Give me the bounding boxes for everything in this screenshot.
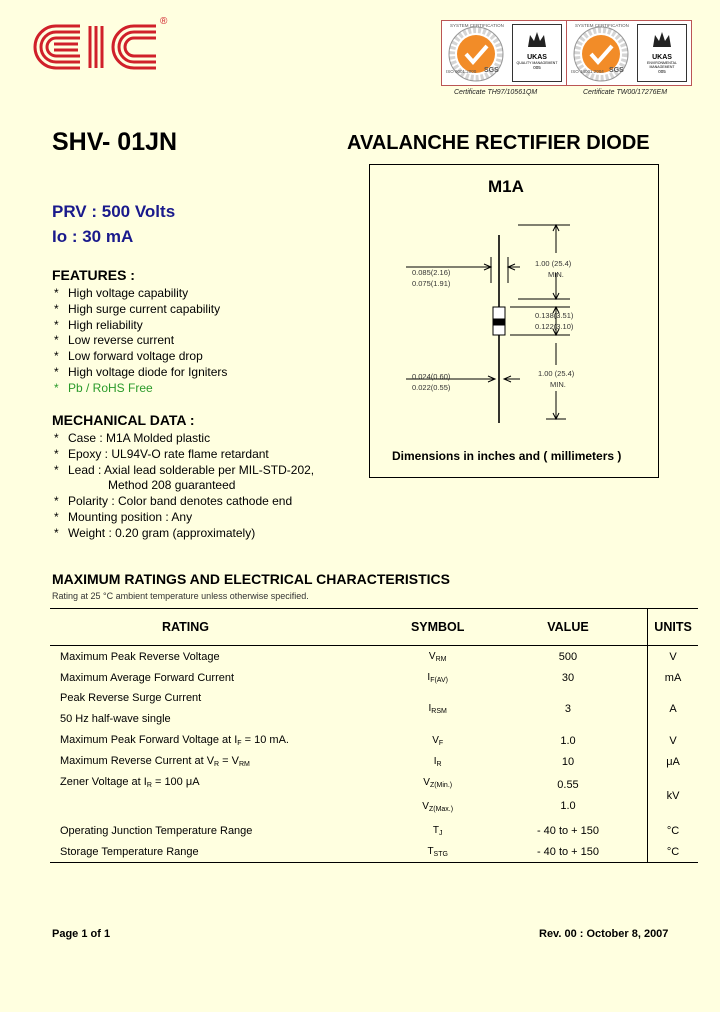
package-diagram	[369, 164, 659, 478]
list-item-cont: Method 208 guaranteed	[108, 478, 236, 493]
spec-io: Io : 30 mA	[52, 227, 134, 246]
registered-mark: ®	[160, 16, 168, 27]
list-item: * High surge current capability	[54, 301, 221, 316]
certificate-badge-1	[441, 20, 567, 86]
list-item: * Epoxy : UL94V-O rate flame retardant	[54, 446, 269, 461]
list-item: * Mounting position : Any	[54, 509, 193, 524]
mechanical-list	[54, 431, 314, 542]
ratings-heading: MAXIMUM RATINGS AND ELECTRICAL CHARACTERISTICS	[52, 571, 450, 587]
list-item: * High reliability	[54, 317, 143, 332]
diode-outline-drawing	[370, 215, 660, 435]
col-rating: RATING	[50, 609, 387, 646]
revision: Rev. 00 : October 8, 2007	[539, 928, 669, 940]
certificate-badge-2	[566, 20, 692, 86]
ukas-code: 005	[533, 65, 541, 70]
crown-icon	[526, 29, 548, 49]
table-row: Maximum Peak Reverse Voltage $V_{RM}$ 500 V	[50, 646, 698, 668]
diagram-caption: Dimensions in inches and ( millimeters )	[392, 449, 622, 463]
mechanical-heading: MECHANICAL DATA :	[52, 412, 195, 428]
list-item: * Lead : Axial lead solderable per MIL-STD-202,	[54, 462, 315, 477]
ukas-label: UKAS	[527, 54, 547, 61]
sgs-iso-seal-icon	[571, 25, 635, 83]
ukas-sub: QUALITY MANAGEMENT	[516, 61, 558, 65]
sgs-label: SGS	[609, 67, 624, 74]
list-item-rohs: * Pb / RoHS Free	[54, 380, 153, 395]
dim-body-len-min: 0.122(3.10)	[535, 322, 574, 331]
list-item: * Weight : 0.20 gram (approximately)	[54, 525, 256, 540]
ratings-note: Rating at 25 °C ambient temperature unless otherwise specified.	[52, 591, 309, 601]
table-header-row	[50, 609, 698, 646]
cert-arc-text: SYSTEM CERTIFICATION	[450, 23, 504, 28]
dim-bottom-lead-min: MIN.	[550, 380, 566, 389]
col-units: UNITS	[648, 609, 698, 646]
cert-iso-text: ISO 14001:2004	[571, 69, 604, 74]
dim-bottom-lead-len: 1.00 (25.4)	[538, 369, 575, 378]
table-row: Peak Reverse Surge Current 50 Hz half-wave single $I_{RSM}$ 3 A	[50, 688, 698, 730]
part-number: SHV- 01JN	[52, 128, 178, 156]
spec-prv: PRV : 500 Volts	[52, 202, 176, 221]
ukas-code: 005	[658, 69, 666, 74]
eic-logo	[30, 18, 180, 76]
dim-body-len-max: 0.138(3.51)	[535, 311, 574, 320]
features-heading: FEATURES :	[52, 267, 135, 283]
list-item: * Case : M1A Molded plastic	[54, 431, 211, 445]
list-item: * High voltage diode for Igniters	[54, 364, 228, 379]
ukas-box	[512, 24, 562, 82]
dim-top-lead-min: MIN.	[548, 270, 564, 279]
table-row: Operating Junction Temperature Range $T_J$ - 40 to + 150 °C	[50, 820, 698, 841]
col-value: VALUE	[489, 609, 648, 646]
table-row: Maximum Reverse Current at $V_R = V_{RM}$ $I_R$ 10 μA	[50, 751, 698, 772]
ukas-box	[637, 24, 687, 82]
dim-lead-dia-max: 0.085(2.16)	[412, 268, 451, 277]
device-title: AVALANCHE RECTIFIER DIODE	[347, 132, 650, 154]
ratings-table	[50, 608, 698, 863]
cert-arc-text: SYSTEM CERTIFICATION	[575, 23, 629, 28]
page-number: Page 1 of 1	[52, 928, 111, 940]
dim-wire-dia-max: 0.024(0.60)	[412, 372, 451, 381]
list-item: * Polarity : Color band denotes cathode end	[54, 494, 293, 509]
table-row: Storage Temperature Range $T_{STG}$ - 40 to + 150 °C	[50, 841, 698, 863]
package-name: M1A	[488, 177, 524, 196]
table-row: Zener Voltage at $I_R = 100$ μA $V_{Z(Min.)}$ $V_{Z(Max.)}$ 0.55 1.0 kV	[50, 772, 698, 820]
list-item: * High voltage capability	[54, 286, 189, 300]
col-symbol: SYMBOL	[387, 609, 489, 646]
cert-iso-text: ISO 9001:2000	[446, 69, 477, 74]
sgs-iso-seal-icon	[446, 25, 510, 83]
dim-top-lead-len: 1.00 (25.4)	[535, 259, 572, 268]
dim-lead-dia-min: 0.075(1.91)	[412, 279, 451, 288]
dim-wire-dia-min: 0.022(0.55)	[412, 383, 451, 392]
certificate-caption-2: Certificate TW00/17276EM	[583, 89, 668, 96]
features-list	[54, 286, 227, 397]
sgs-label: SGS	[484, 67, 499, 74]
ukas-label: UKAS	[652, 54, 672, 61]
list-item: * Low reverse current	[54, 333, 175, 348]
ukas-sub: ENVIRONMENTAL MANAGEMENT	[647, 61, 677, 69]
crown-icon	[651, 29, 673, 49]
list-item: * Low forward voltage drop	[54, 349, 203, 364]
table-row: Maximum Peak Forward Voltage at $I_F = 10$ mA. $V_F$ 1.0 V	[50, 730, 698, 751]
table-row: Maximum Average Forward Current $I_{F(AV)}$ 30 mA	[50, 667, 698, 688]
certificate-caption-1: Certificate TH97/10561QM	[454, 89, 538, 96]
